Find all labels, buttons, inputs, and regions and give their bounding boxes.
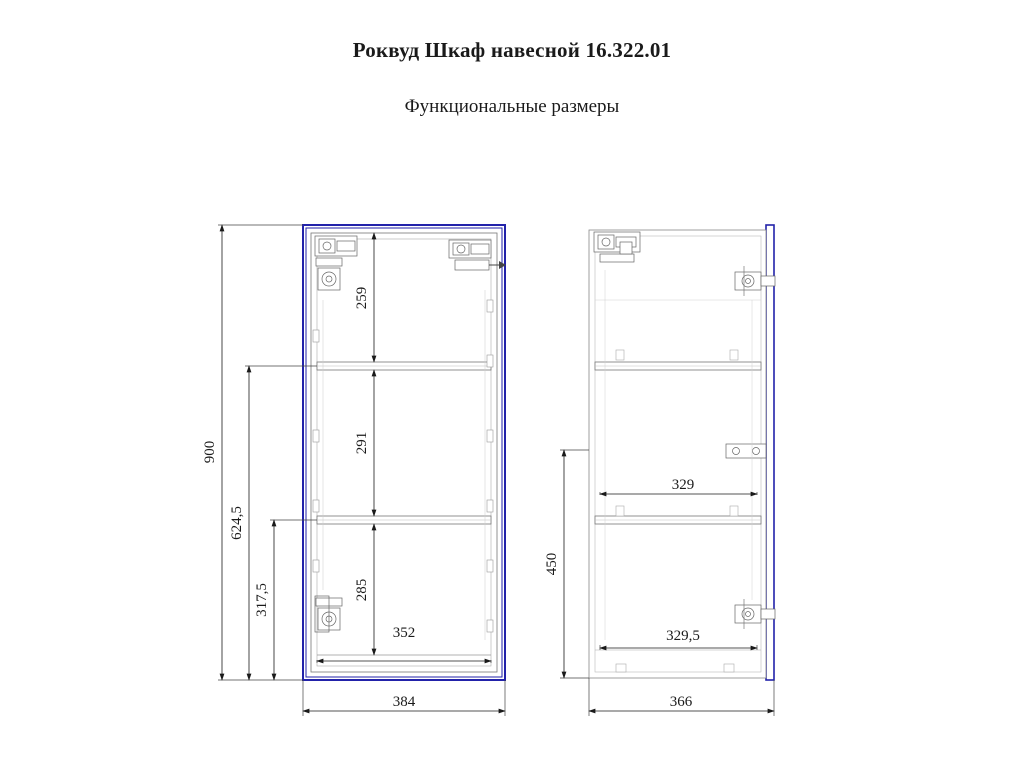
dim-900: 900 [202,440,218,464]
dim-366: 366 [669,694,693,710]
dim-291: 291 [354,431,370,455]
dim-329: 329 [671,477,695,493]
side-view-body [589,225,775,680]
page-subtitle: Функциональные размеры [404,96,620,117]
dim-352: 352 [392,625,416,641]
dim-450: 450 [544,552,560,576]
dim-384: 384 [392,694,416,710]
dim-317-5: 317,5 [254,583,270,617]
dim-259: 259 [354,286,370,310]
dim-624-5: 624,5 [229,506,245,540]
front-view-body [303,225,506,680]
dim-285: 285 [354,578,370,602]
page-title: Роквуд Шкаф навесной 16.322.01 [352,38,672,62]
dim-329-5: 329,5 [666,628,700,644]
